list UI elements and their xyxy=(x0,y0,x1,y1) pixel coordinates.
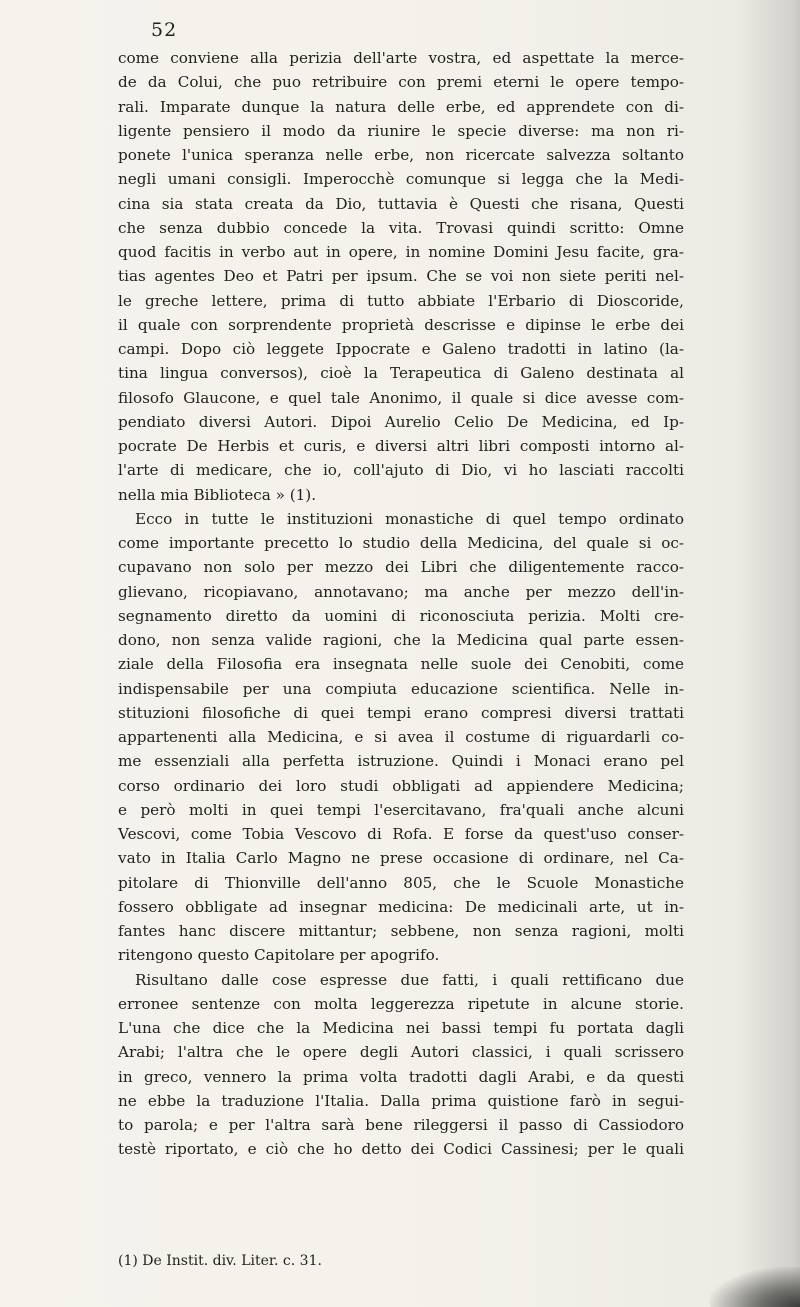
text-line: il quale con sorprendente proprietà descrisse e dipinse le erbe dei xyxy=(118,315,684,334)
text-line: pitolare di Thionville dell'anno 805, che le Scuole Monastiche xyxy=(118,873,684,892)
text-line: rali. Imparate dunque la natura delle erbe, ed apprendete con di- xyxy=(118,97,684,116)
text-line: ligente pensiero il modo da riunire le specie diverse: ma non ri- xyxy=(118,121,684,140)
text-line: erronee sentenze con molta leggerezza ripetute in alcune storie. xyxy=(118,994,684,1013)
text-line: ne ebbe la traduzione l'Italia. Dalla prima quistione farò in segui- xyxy=(118,1091,684,1110)
text-line: campi. Dopo ciò leggete Ippocrate e Galeno tradotti in latino (la- xyxy=(118,340,684,358)
text-line: Arabi; l'altra che le opere degli Autori classici, i quali scrissero xyxy=(118,1043,684,1062)
footnote: (1) De Instit. div. Liter. c. 31. xyxy=(118,1253,322,1269)
text-line: stituzioni filosofiche di quei tempi erano compresi diversi trattati xyxy=(118,703,684,722)
text-line: dono, non senza valide ragioni, che la Medicina qual parte essen- xyxy=(118,631,684,649)
text-line: pocrate De Herbis et curis, e diversi altri libri composti intorno al- xyxy=(118,437,684,455)
text-line: Ecco in tutte le instituzioni monastiche di quel tempo ordinato xyxy=(135,509,684,528)
text-line: vato in Italia Carlo Magno ne prese occasione di ordinare, nel Ca- xyxy=(118,849,684,868)
text-line: pendiato diversi Autori. Dipoi Aurelio Celio De Medicina, ed Ip- xyxy=(118,412,684,431)
text-line: quod facitis in verbo aut in opere, in nomine Domini Jesu facite, gra- xyxy=(118,243,684,261)
text-line: e però molti in quei tempi l'esercitavano, fra'quali anche alcuni xyxy=(118,800,684,819)
text-line: me essenziali alla perfetta istruzione. Quindi i Monaci erano pel xyxy=(118,752,684,771)
page-edge-shadow xyxy=(782,0,800,1307)
text-line: che senza dubbio concede la vita. Trovasi quindi scritto: Omne xyxy=(118,218,684,237)
text-line: testè riportato, e ciò che ho detto dei Codici Cassinesi; per le quali xyxy=(118,1140,684,1159)
text-line: filosofo Glaucone, e quel tale Anonimo, il quale si dice avesse com- xyxy=(118,388,684,407)
text-line: negli umani consigli. Imperocchè comunque si legga che la Medi- xyxy=(118,170,684,189)
text-line: in greco, vennero la prima volta tradotti dagli Arabi, e da questi xyxy=(118,1067,684,1086)
text-line: Vescovi, come Tobia Vescovo di Rofa. E forse da quest'uso conser- xyxy=(118,825,684,843)
text-line: come conviene alla perizia dell'arte vostra, ed aspettate la merce- xyxy=(118,49,684,67)
text-line: glievano, ricopiavano, annotavano; ma anche per mezzo dell'in- xyxy=(118,582,684,601)
page-number: 52 xyxy=(151,19,178,41)
text-line: ritengono questo Capitolare per apogrifo. xyxy=(118,946,440,965)
text-line: come importante precetto lo studio della Medicina, del quale si oc- xyxy=(118,534,684,552)
text-line: cupavano non solo per mezzo dei Libri che diligentemente racco- xyxy=(118,558,684,577)
text-line: segnamento diretto da uomini di riconosciuta perizia. Molti cre- xyxy=(118,606,684,625)
text-line: appartenenti alla Medicina, e si avea il costume di riguardarli co- xyxy=(118,728,684,746)
text-line: corso ordinario dei loro studi obbligati ad appiendere Medicina; xyxy=(118,776,684,795)
text-line: ziale della Filosofia era insegnata nelle suole dei Cenobiti, come xyxy=(118,655,684,674)
text-line: l'arte di medicare, che io, coll'ajuto di Dio, vi ho lasciati raccolti xyxy=(118,461,684,480)
text-line: L'una che dice che la Medicina nei bassi tempi fu portata dagli xyxy=(118,1019,684,1037)
text-line: tias agentes Deo et Patri per ipsum. Che se voi non siete periti nel- xyxy=(118,267,684,286)
text-line: le greche lettere, prima di tutto abbiate l'Erbario di Dioscoride, xyxy=(118,291,684,310)
text-line: tina lingua conversos), cioè la Terapeutica di Galeno destinata al xyxy=(118,364,684,383)
text-line: cina sia stata creata da Dio, tuttavia è Questi che risana, Questi xyxy=(118,194,684,213)
text-line: de da Colui, che puo retribuire con premi eterni le opere tempo- xyxy=(118,73,684,92)
body-text xyxy=(118,46,684,1162)
scan-corner-shadow xyxy=(710,1267,800,1307)
text-line: fossero obbligate ad insegnar medicina: De medicinali arte, ut in- xyxy=(118,897,684,916)
text-line: Risultano dalle cose espresse due fatti, i quali rettificano due xyxy=(135,970,684,989)
text-line: nella mia Biblioteca » (1). xyxy=(118,485,317,504)
text-line: ponete l'unica speranza nelle erbe, non ricercate salvezza soltanto xyxy=(118,146,684,164)
text-line: to parola; e per l'altra sarà bene rileggersi il passo di Cassiodoro xyxy=(118,1116,684,1134)
text-line: fantes hanc discere mittantur; sebbene, non senza ragioni, molti xyxy=(118,922,684,940)
text-line: indispensabile per una compiuta educazione scientifica. Nelle in- xyxy=(118,679,684,698)
